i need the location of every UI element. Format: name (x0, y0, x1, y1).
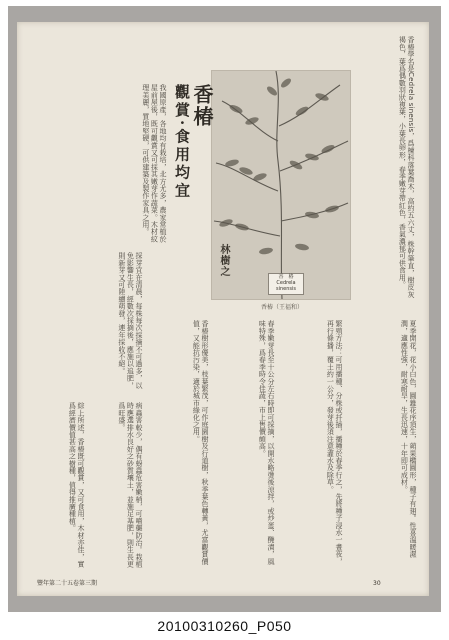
text-column: 香椿學名是Cedrela sinensis，爲楝科落葉喬木，高約五六丈，株幹筆直，樹皮灰褐色，葉爲偶數羽狀複葉，小葉長卵形，春季嫩芽帶紅色，香氣濃郁可供食用。 (398, 36, 415, 298)
text-column: 採芽宜在清晨，每株每次採摘不可過多，以免影響生長，經數次採摘後，應施以追肥，則新芽又可陸續萌發，連年採收不絕。 (117, 252, 143, 389)
text-column: 繁殖方法：可用播種、分株或扦插，播種於春季行之，先將種子浸水一晝夜，再行條播，覆土約一公分，發芽後須注意灌水及除草。 (326, 320, 343, 565)
article-subtitle: 觀賞·食用均宜 (173, 84, 191, 201)
magazine-page (17, 22, 429, 596)
article-photo (211, 70, 351, 300)
text-column: 綜上所述，香椿既可觀賞，又可食用，木材亦佳，實爲經濟價值甚高之樹種，值得推廣種植。 (68, 402, 85, 568)
photo-tag-latin: Cedrela sinensis (275, 280, 296, 292)
text-column: 病蟲害較少，偶有蚜蟲危害嫩梢，可噴藥防治。栽植時應選排水良好之砂質壤土，並施足基肥，則生長更爲旺盛。 (117, 402, 143, 568)
text-column: 夏季開花，花小白色，圓錐花序頂生，蒴果橢圓形，種子有翅。性喜溫暖濕潤，適應性強，耐寒耐旱，生長迅速，十年即可成材。 (400, 320, 417, 558)
photo-tag-name: 香 椿 (278, 274, 294, 280)
toona-tree-illustration (212, 71, 350, 299)
page-number: 30 (373, 580, 381, 587)
photo-label-card (268, 273, 304, 295)
text-column: 香椿樹形優美，枝葉繁茂，可作庭園樹及行道樹，秋季葉色轉黃，尤富觀賞價值，又能抗污染，適於城市綠化之用。 (192, 320, 209, 565)
archive-file-label: 20100310260_P050 (157, 618, 292, 634)
article-title: 香椿 (190, 84, 214, 128)
article-title-block (169, 84, 229, 334)
text-column: 春季嫩芽長至十公分左右時即可採摘，以開水略燙後涼拌，或炒蛋、醃漬，風味特殊，爲春季時令佳蔬，市上售價頗高。 (258, 320, 275, 565)
journal-label: 豐年第二十五卷第三期 (37, 580, 98, 587)
article-byline: 林樹之 (218, 244, 229, 277)
text-column: 我國原產，各地均有栽培，北方尤多，農家常植於屋前屋後，既可觀賞又可採其嫩芽作蔬菜。木材紋理美麗，質地堅硬，可供建築及製作家具之用。 (141, 84, 167, 243)
photo-caption: 香椿（王福和） (260, 304, 303, 311)
